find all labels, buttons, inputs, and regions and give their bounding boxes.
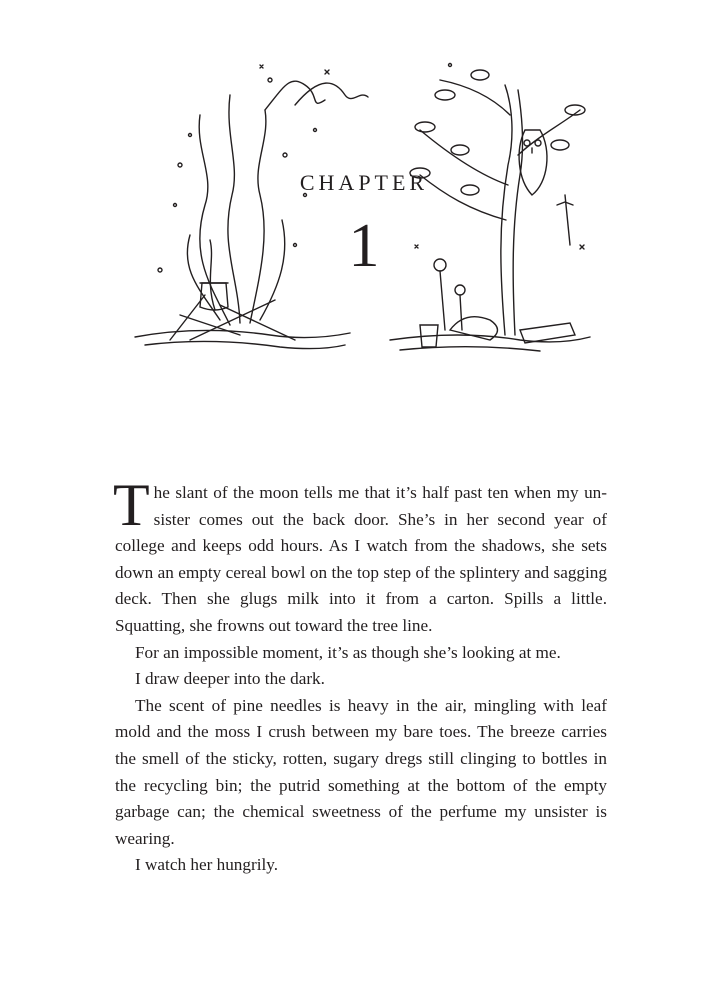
chapter-body (113, 472, 607, 879)
paragraph-2: For an impossible moment, it’s as though she’s looking at me. (135, 642, 561, 662)
paragraph-3: I draw deeper into the dark. (135, 669, 325, 689)
chapter-heading (0, 168, 728, 286)
paragraph-5: I watch her hungrily. (135, 855, 279, 875)
chapter-number: 1 (348, 212, 380, 280)
chapter-label: CHAPTER (299, 170, 429, 195)
paragraph-1-text: he slant of the moon tells me that it’s half past ten when my unsister comes out the back door. She’s in her second year of college and keeps odd hours. As I watch from the shadows, she sets down an empty cereal bowl on the top step of the splintery and sagging deck. Then she glugs milk into it from a carton. Spills a little. Squatting, she frowns out toward the tree line. (115, 483, 607, 635)
paragraph-4: The scent of pine needles is heavy in the air, mingling with leaf mold and the moss I crush between my bare toes. The breeze carries the smell of the sticky, rotten, sugary dregs still clinging to bottles in the recycling bin; the putrid something at the bottom of the empty garbage can; the chemical sweetness of the perfume my unsister is wearing. (115, 695, 607, 848)
paragraph-1 (113, 472, 607, 640)
drop-cap: T (113, 472, 150, 538)
